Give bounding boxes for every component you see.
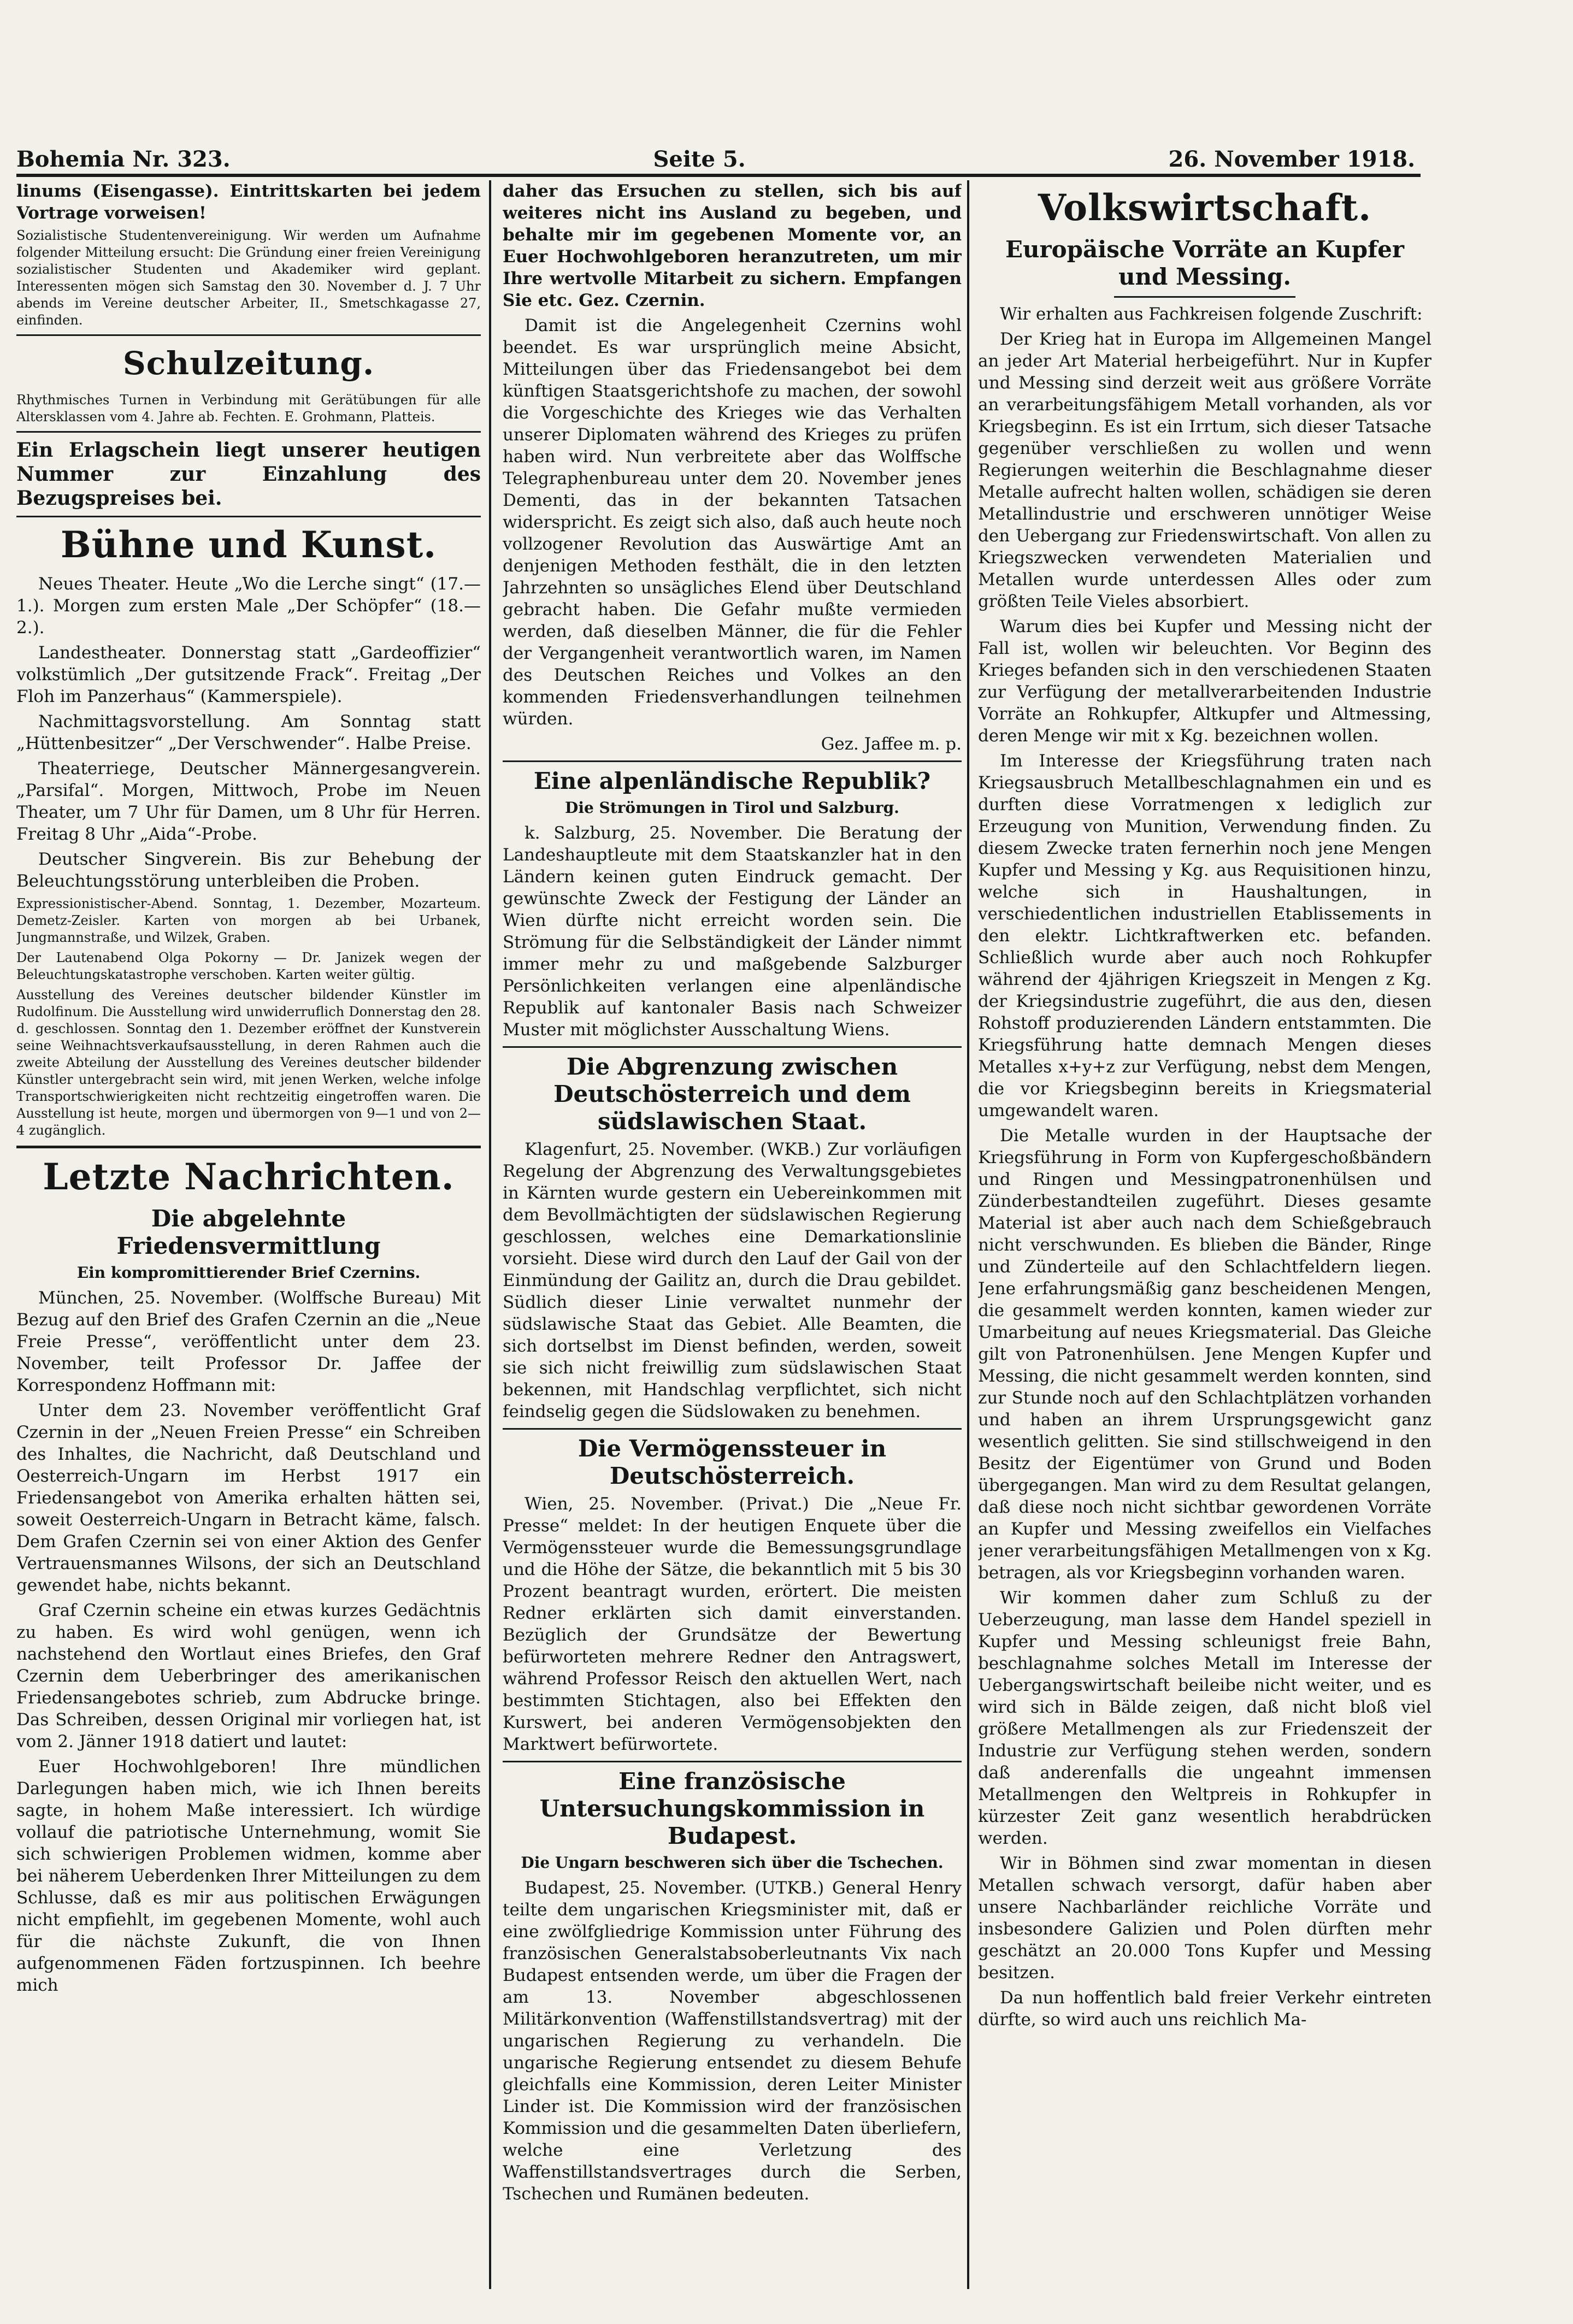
heading-letzte-nachrichten: Letzte Nachrichten. (43, 1155, 455, 1198)
column-1 (16, 180, 481, 2289)
article-paragraph: Wien, 25. November. (Privat.) Die „Neue Fr. Presse“ meldet: In der heutigen Enquete über die Vermögenssteuer wurde die Bemessungsgrundlage und die Höhe der Sätze, die bekanntlich mit 5 bis 30 Prozent beantragt wurden, erörtert. Die meisten Redner erklärten sich damit einverstanden. Bezüglich der Grundsätze der Bewertung befürworteten mehrere Redner den Antragswert, während Professor Reisch den aktuellen Wert, nach bestimmten Stichtagen, also bei Effekten den Kurswert, bei anderen Vermögensobjekten den Marktwert befürwortete. (503, 1494, 962, 1754)
divider (503, 1428, 962, 1430)
headline-alpine-republic: Eine alpenländische Republik? (533, 768, 931, 794)
expressionist-evening-note: Expressionistischer-Abend. Sonntag, 1. Dezember, Mozarteum. Demetz-Zeisler. Karten von morgen ab bei Urbanek, Jungmannstraße, und Wilzek, Graben. (16, 896, 481, 945)
article-paragraph: Graf Czernin scheine ein etwas kurzes Gedächtnis zu haben. Es wird wohl genügen, wenn ich nachstehend den Wortlaut eines Briefes, den Graf Czernin dem Ueberbringer des amerikanischen Friedensangebotes schrieb, zum Abdrucke bringe. Das Schreiben, dessen Original mir vorliegen hat, ist vom 2. Jänner 1918 datiert und lautet: (16, 1601, 481, 1751)
divider (16, 431, 481, 433)
lute-evening-note: Der Lautenabend Olga Pokorny — Dr. Janizek wegen der Beleuchtungskatastrophe verschoben. Karten weiter gültig. (16, 950, 481, 982)
article-paragraph: Die Metalle wurden in der Hauptsache der Kriegsführung in Form von Kupfergeschoßbändern und Ringen und Messingpatronenhülsen und Zünderbestandteilen zugeführt. Dieses gesamte Material ist aber auch nach dem Schießgebrauch nicht verschwunden. Es blieben die Bänder, Ringe und Zünderteile auf den Schlachtfeldern liegen. Jene erfahrungsmäßig ganz bescheidenen Mengen, die gesammelt werden konnten, kamen wieder zur Umarbeitung auf neues Kriegsmaterial. Das Gleiche gilt von Patronenhülsen. Jene Mengen Kupfer und Messing, die nicht gesammelt werden konnten, sind zur Stunde noch auf den Schlachtplätzen vorhanden und haben an ihrem Ursprungsgewicht ganz wesentlich gelitten. Sie sind stillschweigend in den Besitz der Eigentümer von Grund und Boden übergegangen. Man wird zu dem Resultat gelangen, daß diese noch nicht sichtbar gewordenen Vorräte an Kupfer und Messing zweifellos ein Vielfaches jener verarbeitungsfähigen Metallmengen von x Kg. betragen, als vor Kriegsbeginn vorhanden waren. (978, 1126, 1431, 1583)
headline-friedensvermittlung: Die abgelehnte Friedensvermittlung (116, 1205, 381, 1259)
divider (16, 1146, 481, 1148)
heading-schulzeitung: Schulzeitung. (122, 345, 375, 382)
column-rule-1 (489, 180, 491, 2289)
headline-wealth-tax: Die Vermögenssteuer in Deutschösterreich. (578, 1435, 887, 1489)
article-paragraph: daher das Ersuchen zu stellen, sich bis auf weiteres nicht ins Ausland zu begeben, und behalte mir im gegebenen Momente vor, an Euer Hochwohlgeboren heranzutreten, um mir Ihre wertvolle Mitarbeit zu sichern. Empfangen Sie etc. Gez. Czernin. (503, 181, 962, 310)
art-exhibition-note: Ausstellung des Vereines deutscher bildender Künstler im Rudolfinum. Die Ausstellung wird unwiderruflich Donnerstag den 28. d. geschlossen. Sonntag den 1. Dezember eröffnet der Kunstverein seine Weihnachtsverkaufsausstellung, in deren Rahmen auch die zweite Abteilung der Ausstellung des Vereines deutscher bildender Künstler untergebracht sein wird, mit jenen Werken, welche infolge Transportschwierigkeiten nicht rechtzeitig eingetroffen waren. Die Ausstellung ist heute, morgen und übermorgen von 9—1 und von 2—4 zugänglich. (16, 987, 481, 1138)
landestheater-note: Landestheater. Donnerstag statt „Gardeoffizier“ volkstümlich „Der gutsitzende Frack“. Freitag „Der Floh im Panzerhaus“ (Kammerspiele). (16, 643, 481, 706)
headline-border-demarcation: Die Abgrenzung zwischen Deutschösterreich und dem südslawischen Staat. (553, 1053, 911, 1135)
article-paragraph: Euer Hochwohlgeboren! Ihre mündlichen Darlegungen haben mich, wie ich Ihnen bereits sagte, in hohem Maße interessiert. Ich würdige vollauf die patriotische Unternehmung, womit Sie sich schwierigen Problemen widmen, komme aber bei näherem Ueberdenken Ihrer Mitteilungen zu dem Schlusse, daß es mir aus politischen Erwägungen nicht empfiehlt, im gegebenen Momente, wohl auch für die nächste Zukunft, die von Ihnen aufgenommenen Fäden fortzuspinnen. Ich beehre mich (16, 1757, 481, 1995)
divider (503, 1046, 962, 1048)
header-date: 26. November 1918. (1168, 146, 1415, 172)
singverein-note: Deutscher Singverein. Bis zur Behebung der Beleuchtungsstörung unterbleiben die Proben. (16, 850, 481, 891)
divider (1114, 296, 1295, 298)
matinee-note: Nachmittagsvorstellung. Am Sonntag statt „Hüttenbesitzer“ „Der Verschwender“. Halbe Preise. (16, 712, 481, 753)
heading-volkswirtschaft: Volkswirtschaft. (1038, 186, 1372, 229)
divider (503, 760, 962, 762)
column-3 (978, 180, 1431, 2289)
subheadline-hungarian-complaints: Die Ungarn beschweren sich über die Tschechen. (521, 1854, 944, 1872)
page-header (16, 123, 1415, 172)
column-2 (503, 180, 962, 2289)
article-paragraph: Wir kommen daher zum Schluß zu der Ueberzeugung, man lasse dem Handel speziell in Kupfer und Messing schleunigst freie Bahn, beschlagnahme solches Metall im Interesse der Uebergangswirtschaft beileibe nicht weiter, und es wird sich in Bälde zeigen, daß nicht bloß viel größere Metallmengen als zur Friedenszeit der Industrie zur Verfügung stehen werden, sondern daß anderenfalls die ungeahnt immensen Metallmengen den Weltpreis in Rohkupfer in kürzester Zeit ganz wesentlich herabdrücken werden. (978, 1588, 1431, 1848)
article-paragraph: Wir erhalten aus Fachkreisen folgende Zuschrift: (1000, 304, 1423, 324)
divider (503, 1761, 962, 1762)
choir-society-note: Theaterriege, Deutscher Männergesangverein. „Parsifal“. Morgen, Mittwoch, Probe im Neuen Theater, um 7 Uhr für Damen, um 8 Uhr für Herren. Freitag 8 Uhr „Aida“-Probe. (16, 759, 481, 844)
signature-jaffee: Gez. Jaffee m. p. (821, 734, 962, 754)
heading-buehne-und-kunst: Bühne und Kunst. (60, 523, 437, 566)
subheadline-tirol-salzburg: Die Strömungen in Tirol und Salzburg. (565, 799, 899, 817)
header-page-number: Seite 5. (653, 146, 746, 172)
student-association-note: Sozialistische Studentenvereinigung. Wir werden um Aufnahme folgender Mitteilung ersucht: Die Gründung einer freien Vereinigung sozialistischer Studenten und Akademiker wird geplant. Interessenten mögen sich Samstag den 30. November d. J. 7 Uhr abends im Vereine deutscher Arbeiter, II., Smetschkagasse 27, einfinden. (16, 228, 481, 328)
article-paragraph: Wir in Böhmen sind zwar momentan in diesen Metallen schwach versorgt, dafür haben aber unsere Nachbarländer reichliche Vorräte und insbesondere Galizien und Polen dürften mehr geschätzt an 20.000 Tons Kupfer und Messing besitzen. (978, 1854, 1431, 1983)
gymnastics-note: Rhythmisches Turnen in Verbindung mit Gerätübungen für alle Altersklassen vom 4. Jahre ab. Fechten. E. Grohmann, Platteis. (16, 392, 481, 424)
article-paragraph: Budapest, 25. November. (UTKB.) General Henry teilte dem ungarischen Kriegsminister mit, daß er eine zwölfgliedrige Kommission unter Führung des französischen Generalstabsoberleutnants Vix nach Budapest entsenden werde, um über die Fragen der am 13. November abgeschlossenen Militärkonvention (Waffenstillstandsvertrag) mit der ungarischen Regierung zu verhandeln. Die ungarische Regierung entsendet zu diesem Behufe gleichfalls eine Kommission, deren Leiter Minister Linder ist. Die Kommission wird der französischen Kommission und die gesammelten Daten überliefern, welche eine Verletzung des Waffenstillstandsvertrages durch die Serben, Tschechen und Rumänen bedeuten. (503, 1878, 962, 2204)
lecture-note: linums (Eisengasse). Eintrittskarten bei jedem Vortrage vorweisen! (16, 181, 481, 223)
article-paragraph: Warum dies bei Kupfer und Messing nicht der Fall ist, wollen wir beleuchten. Vor Beginn des Krieges befanden sich in den verschiedenen Staaten zur Verfügung der metallverarbeitenden Industrie Vorräte an Rohkupfer, Altkupfer und Altmessing, deren Menge wir mit x Kg. bezeichnen wollen. (978, 617, 1431, 746)
header-rule (16, 174, 1421, 177)
headline-copper-brass: Europäische Vorräte an Kupfer und Messing. (1005, 236, 1405, 290)
column-rule-2 (967, 180, 969, 2289)
divider (16, 516, 481, 517)
article-paragraph: Damit ist die Angelegenheit Czernins wohl beendet. Es war ursprünglich meine Absicht, Mitteilungen über das Friedensangebot bei dem künftigen Staatsgerichtshofe zu machen, der sowohl die Vorgeschichte des Krieges wie das Verhalten unserer Diplomaten während des Krieges zu prüfen haben wird. Nun verbreitete aber das Wolffsche Telegraphenbureau unter dem 20. November jenes Dementi, das in der bekannten Tatsachen widerspricht. Es zeigt sich also, daß auch heute noch vollzogener Revolution das Auswärtige Amt an denjenigen Methoden festhält, die in den letzten Jahrzehnten so unsägliches Elend über Deutschland gebracht haben. Die Gefahr mußte vermieden werden, daß dieselben Männer, die für die Fehler der Vergangenheit verantwortlich waren, im Namen des Deutschen Reiches und Volkes an den kommenden Friedensverhandlungen teilnehmen würden. (503, 316, 962, 729)
header-issue: Bohemia Nr. 323. (16, 146, 231, 172)
payment-slip-notice: Ein Erlagschein liegt unserer heutigen Nummer zur Einzahlung des Bezugspreises bei. (16, 439, 481, 510)
article-paragraph: Im Interesse der Kriegsführung traten nach Kriegsausbruch Metallbeschlagnahmen ein und es durften diese Vorratmengen x lediglich zur Erzeugung von Munition, Verwendung finden. Zu diesem Zwecke traten fernerhin noch jene Mengen Kupfer und Messing y Kg. aus Requisitionen hinzu, welche sich in Haushaltungen, in verschiedentlichen industriellen Etablissements in den elektr. Lichtkraftwerken etc. befanden. Schließlich wurde aber auch noch Rohkupfer während der 4jährigen Kriegszeit in Mengen z Kg. der Kriegsindustrie zugeführt, die aus den, diesen Rohstoff produzierenden Ländern entstammten. Die Kriegsführung hatte demnach Mengen dieses Metalles x+y+z zur Verfügung, nebst dem Mengen, die vor Kriegsbeginn bereits in Kriegsmaterial umgewandelt waren. (978, 751, 1431, 1120)
subheadline-czernin-letter: Ein kompromittierender Brief Czernins. (76, 1264, 421, 1282)
article-paragraph: k. Salzburg, 25. November. Die Beratung der Landeshauptleute mit dem Staatskanzler hat in den Ländern keinen guten Eindruck gemacht. Der gewünschte Zweck der Festigung der Länder an Wien dürfte nicht erreicht worden sein. Die Strömung für die Selbständigkeit der Länder nimmt immer mehr zu und maßgebende Salzburger Persönlichkeiten verlangen eine alpenländische Republik auf kantonaler Basis nach Schweizer Muster mit möglichster Ausschaltung Wiens. (503, 823, 962, 1040)
article-paragraph: Unter dem 23. November veröffentlicht Graf Czernin in der „Neuen Freien Presse“ ein Schreiben des Inhaltes, die Nachricht, daß Deutschland und Oesterreich-Ungarn im Herbst 1917 ein Friedensangebot von Amerika erhalten hätten sei, soweit Oesterreich-Ungarn in Betracht käme, falsch. Dem Grafen Czernin sei von einer Aktion des Genfer Vertrauensmannes Wilsons, der sich an Deutschland gewendet habe, nichts bekannt. (16, 1401, 481, 1595)
article-paragraph: Klagenfurt, 25. November. (WKB.) Zur vorläufigen Regelung der Abgrenzung des Verwaltungsgebietes in Kärnten wurde gestern ein Uebereinkommen mit dem Bevollmächtigten der südslawischen Regierung geschlossen, welches eine Demarkationslinie vorsieht. Diese wird durch den Lauf der Gail von der Einmündung der Gailitz an, durch die Drau gebildet. Südlich dieser Linie verwaltet nunmehr der südslawische Staat das Gebiet. Alle Beamten, die sich dortselbst im Dienst befinden, werden, soweit sie sich nicht freiwillig zum südslawischen Staat bekennen, mit Handschlag verpflichtet, sich nicht feindselig gegen die Südslowaken zu benehmen. (503, 1140, 962, 1421)
headline-french-commission: Eine französische Untersuchungskommission in Budapest. (539, 1768, 925, 1849)
article-paragraph: München, 25. November. (Wolffsche Bureau) Mit Bezug auf den Brief des Grafen Czernin an die „Neue Freie Presse“, veröffentlicht unter dem 23. November, teilt Professor Dr. Jaffee der Korrespondenz Hoffmann mit: (16, 1288, 481, 1395)
divider (16, 334, 481, 336)
article-paragraph: Da nun hoffentlich bald freier Verkehr eintreten dürfte, so wird auch uns reichlich Ma- (978, 1988, 1431, 2030)
neues-theater-note: Neues Theater. Heute „Wo die Lerche singt“ (17.—1.). Morgen zum ersten Male „Der Schöpfer“ (18.—2.). (16, 574, 481, 638)
article-paragraph: Der Krieg hat in Europa im Allgemeinen Mangel an jeder Art Material herbeigeführt. Nur in Kupfer und Messing sind derzeit weit aus größere Vorräte an verarbeitungsfähigem Metall vorhanden, als vor Kriegsbeginn. Es ist ein Irrtum, sich dieser Tatsache gegenüber verschließen zu wollen und wenn Regierungen weiterhin die Beschlagnahme dieser Metalle aufrecht halten wollen, schädigen sie deren Metallindustrie und erschweren unnötiger Weise den Uebergang zur Friedenswirtschaft. Von allen zu Kriegszwecken verwendeten Materialien und Metallen wurde unterdessen Alles oder zum größten Teile Vieles absorbiert. (978, 329, 1431, 611)
